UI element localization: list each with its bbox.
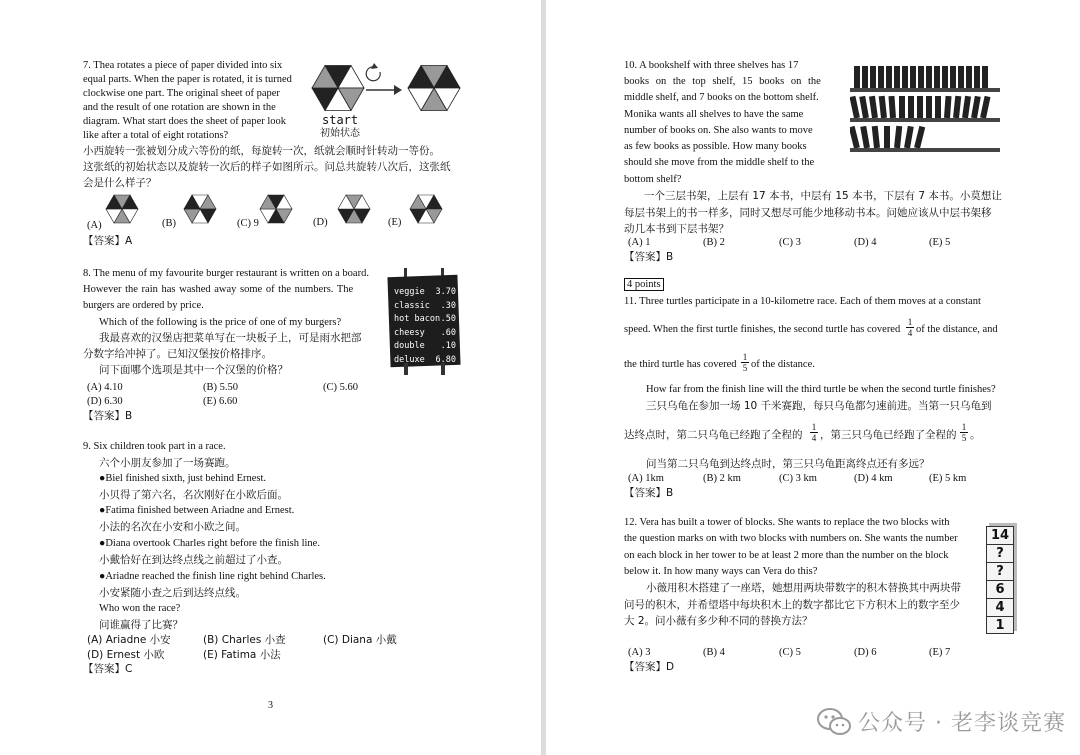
q10-en-line-3: middle shelf, and 7 books on the bottom shelf. [624, 92, 819, 103]
menu-row-cheesy: cheesy .60 [394, 327, 456, 338]
q11-option-b: (B) 2 km [703, 473, 741, 484]
q10-en-line-8: bottom shelf? [624, 174, 682, 185]
option-c-hexagon-icon [260, 195, 292, 223]
tower-block-6: 1 [995, 618, 1005, 633]
q12-option-d: (D) 6 [854, 647, 877, 658]
q8-option-c: (C) 5.60 [323, 382, 358, 393]
q10-option-c: (C) 3 [779, 237, 801, 248]
q8-zh-line-3: 问下面哪个选项是其中一个汉堡的价格？ [99, 364, 288, 376]
q8-option-d: (D) 6.30 [87, 396, 123, 407]
q11-option-e: (E) 5 km [929, 473, 967, 484]
q8-option-b: (B) 5.50 [203, 382, 238, 393]
q11-line-2b: of the distance, and [916, 324, 998, 335]
q10-option-b: (B) 2 [703, 237, 725, 248]
q8-question: Which of the following is the price of one of my burgers? [99, 317, 342, 328]
q9-line-12: 问谁赢得了比赛？ [99, 619, 183, 631]
menu-row-classic: classic .30 [394, 300, 456, 311]
hexagon-result-icon [408, 66, 460, 111]
q11-question: How far from the finish line will the third turtle be when the second turtle finishes? [646, 384, 996, 395]
q11-line-3a: the third turtle has covered [624, 359, 737, 370]
top-shelf-books-icon [854, 66, 988, 88]
q8-zh-line-1: 我最喜欢的汉堡店把菜单写在一块板子上，可是雨水把部 [99, 332, 362, 344]
q7-option-a: (A) [87, 220, 102, 231]
q8-option-a: (A) 4.10 [87, 382, 123, 393]
middle-shelf-board-icon [850, 118, 1000, 122]
q12-en-line-4: below it. In how many ways can Vera do this? [624, 566, 818, 577]
q10-en-line-5: number of books on. She also wants to move [624, 125, 813, 136]
q9-line-4: 小贝得了第六名，名次刚好在小欧后面。 [99, 489, 288, 501]
q9-option-a: (A) Ariadne 小安 [87, 634, 171, 646]
option-a-hexagon-icon [106, 195, 138, 223]
q12-option-b: (B) 4 [703, 647, 725, 658]
q11-option-c: (C) 3 km [779, 473, 817, 484]
q10-en-line-2: books on the top shelf, 15 books on the [624, 76, 821, 87]
q7-en-line-1: 7. Thea rotates a piece of paper divided into six [83, 60, 283, 71]
tower-block-5: 4 [987, 599, 1013, 617]
q9-option-c: (C) Diana 小戴 [323, 634, 397, 646]
section-label-4-points: 4 points [624, 278, 664, 292]
q10-en-line-7: should she move from the middle shelf to the [624, 157, 815, 168]
top-shelf-board-icon [850, 88, 1000, 92]
q7-option-hexagons [100, 192, 450, 228]
q11-line-1: 11. Three turtles participate in a 10-kilometre race. Each of them moves at a constant [624, 296, 981, 307]
q10-en-line-1: 10. A bookshelf with three shelves has 17 [624, 60, 799, 71]
q11-line-2a: speed. When the first turtle finishes, the second turtle has covered [624, 324, 901, 335]
q11-answer: 【答案】B [624, 487, 674, 499]
q9-line-8: 小戴恰好在到达终点线之前超过了小查。 [99, 554, 288, 566]
q9-line-10: 小安紧随小查之后到达终点线。 [99, 587, 246, 599]
q7-zh-line-1: 小西旋转一张被划分成六等份的纸，每旋转一次，纸就会顺时针转动一等份。 [83, 145, 440, 157]
menu-row-double: double .10 [394, 341, 456, 351]
q7-zh-line-3: 会是什么样子？ [83, 177, 157, 189]
wechat-logo-icon [816, 707, 852, 737]
option-d-hexagon-icon [338, 195, 370, 223]
q10-option-a: (A) 1 [628, 237, 651, 248]
q9-line-1: 9. Six children took part in a race. [83, 441, 226, 452]
q7-option-c: (C) 9 [237, 218, 259, 229]
q10-answer: 【答案】B [624, 251, 674, 263]
block-tower [986, 526, 1016, 636]
q12-zh-line-1: 小薇用积木搭建了一座塔，她想用两块带数字的积木替换其中两块带 [646, 582, 961, 594]
menu-row-deluxe: deluxe 6.80 [394, 354, 456, 365]
q8-answer: 【答案】B [83, 410, 133, 422]
q7-en-line-2: equal parts. When the paper is rotated, it is turned [83, 74, 292, 85]
q9-line-11: Who won the race? [99, 603, 181, 614]
rotate-clockwise-icon [366, 63, 380, 81]
q10-zh-line-2: 每层书架上的书一样多，同时又想尽可能少地移动书本。问她应该从中层书架移 [624, 207, 992, 219]
q12-zh-line-2: 问号的积木，并希望塔中每块积木上的数字都比它下方积木上的数字至少 [624, 599, 960, 611]
q7-en-line-4: and the result of one rotation are shown in the [83, 102, 276, 113]
q7-en-line-3: clockwise one part. The original sheet of paper [83, 88, 280, 99]
q12-option-c: (C) 5 [779, 647, 801, 658]
q10-option-d: (D) 4 [854, 237, 877, 248]
q8-en-line-3: burgers are ordered by price. [83, 300, 204, 311]
tower-block-1: 14 [987, 527, 1013, 545]
q12-answer: 【答案】D [624, 661, 675, 673]
q11-zh-line-2c: 。 [970, 429, 981, 441]
wechat-watermark [816, 706, 1066, 737]
q11-fraction-one-quarter: $\frac{1}{4}$ [907, 317, 913, 338]
bottom-shelf-books-icon [850, 126, 925, 149]
page-number: 3 [268, 700, 273, 711]
menu-board [386, 268, 462, 376]
q8-option-e: (E) 6.60 [203, 396, 238, 407]
q8-en-line-2: However the rain has washed away some of the numbers. The [83, 284, 354, 295]
option-b-hexagon-icon [184, 195, 216, 223]
q7-answer: 【答案】A [83, 235, 133, 247]
bottom-shelf-board-icon [850, 148, 1000, 152]
q11-zh-fraction-one-fifth: $\frac{1}{5}$ [961, 422, 967, 443]
option-e-hexagon-icon [410, 195, 442, 223]
q11-zh-line-2a: 达终点时，第二只乌龟已经跑了全程的 [624, 429, 803, 441]
menu-row-hot-bacon: hot bacon .50 [394, 314, 456, 324]
tower-block-3: ? [987, 563, 1013, 581]
q10-zh-line-1: 一个三层书架，上层有 17 本书，中层有 15 本书，下层有 7 本书。小莫想让 [644, 190, 1002, 202]
right-page [546, 0, 1080, 755]
q9-answer: 【答案】C [83, 663, 133, 675]
q10-option-e: (E) 5 [929, 237, 951, 248]
q11-zh-line-1: 三只乌龟在参加一场 10 千米赛跑，每只乌龟都匀速前进。当第一只乌龟到 [646, 400, 992, 412]
tower-block-4: 6 [987, 581, 1013, 599]
bookshelf-illustration [850, 64, 1004, 156]
q9-option-d: (D) Ernest 小欧 [87, 649, 165, 661]
q9-line-6: 小法的名次在小安和小欧之间。 [99, 521, 246, 533]
q9-line-3: ●Biel finished sixth, just behind Ernest. [99, 473, 267, 484]
q12-en-line-2: the question marks on with two blocks with numbers on. She wants the number [624, 533, 958, 544]
q9-option-b: (B) Charles 小查 [203, 634, 286, 646]
q7-en-line-6: like after a total of eight rotations? [83, 130, 229, 141]
q7-option-e: (E) [388, 217, 402, 228]
q12-zh-line-3: 大 2。问小薇有多少种不同的替换方法？ [624, 615, 813, 627]
q11-option-d: (D) 4 km [854, 473, 893, 484]
q11-option-a: (A) 1km [628, 473, 664, 484]
q12-en-line-1: 12. Vera has built a tower of blocks. She wants to replace the two blocks with [624, 517, 950, 528]
q9-option-e: (E) Fatima 小法 [203, 649, 281, 661]
middle-shelf-books-icon [850, 96, 991, 119]
q12-option-a: (A) 3 [628, 647, 651, 658]
q12-option-e: (E) 7 [929, 647, 951, 658]
hexagon-start-icon [312, 66, 364, 111]
q12-en-line-3: on each block in her tower to be at least 2 more than the number on the block [624, 550, 949, 561]
q11-zh-line-2b: ，第三只乌龟已经跑了全程的 [820, 429, 957, 441]
q9-line-5: ●Fatima finished between Ariadne and Ernest. [99, 505, 295, 516]
q11-zh-line-3: 问当第二只乌龟到达终点时，第三只乌龟距离终点还有多远？ [646, 458, 930, 470]
start-label: start [322, 113, 359, 127]
q11-zh-fraction-one-quarter: $\frac{1}{4}$ [811, 422, 817, 443]
arrow-right-icon [366, 85, 402, 95]
tower-block-2: ? [987, 545, 1013, 563]
q10-zh-line-3: 动几本书到下层书架？ [624, 223, 729, 235]
q7-en-line-5: diagram. What start does the sheet of paper look [83, 116, 287, 127]
q7-option-d: (D) [313, 217, 328, 228]
start-zh-label: 初始状态 [320, 128, 360, 139]
menu-row-veggie: veggie 3.70 [394, 287, 456, 297]
q9-line-9: ●Ariadne reached the finish line right behind Charles. [99, 571, 326, 582]
q9-line-7: ●Diana overtook Charles right before the finish line. [99, 538, 320, 549]
watermark-text: 公众号 · 老李谈竞赛 [858, 711, 1066, 736]
q8-en-line-1: 8. The menu of my favourite burger restaurant is written on a board. [83, 268, 369, 279]
q7-option-b: (B) [162, 218, 176, 229]
q7-zh-line-2: 这张纸的初始状态以及旋转一次后的样子如图所示。问总共旋转八次后，这张纸 [83, 161, 451, 173]
q11-line-3b: of the distance. [751, 359, 815, 370]
q11-fraction-one-fifth: $\frac{1}{5}$ [742, 352, 748, 373]
q9-line-2: 六个小朋友参加了一场赛跑。 [99, 457, 236, 469]
q8-zh-line-2: 分数字给冲掉了。已知汉堡按价格排序。 [83, 348, 272, 360]
q10-en-line-6: as few books as possible. How many books [624, 141, 807, 152]
q10-en-line-4: Monika wants all shelves to have the same [624, 109, 804, 120]
